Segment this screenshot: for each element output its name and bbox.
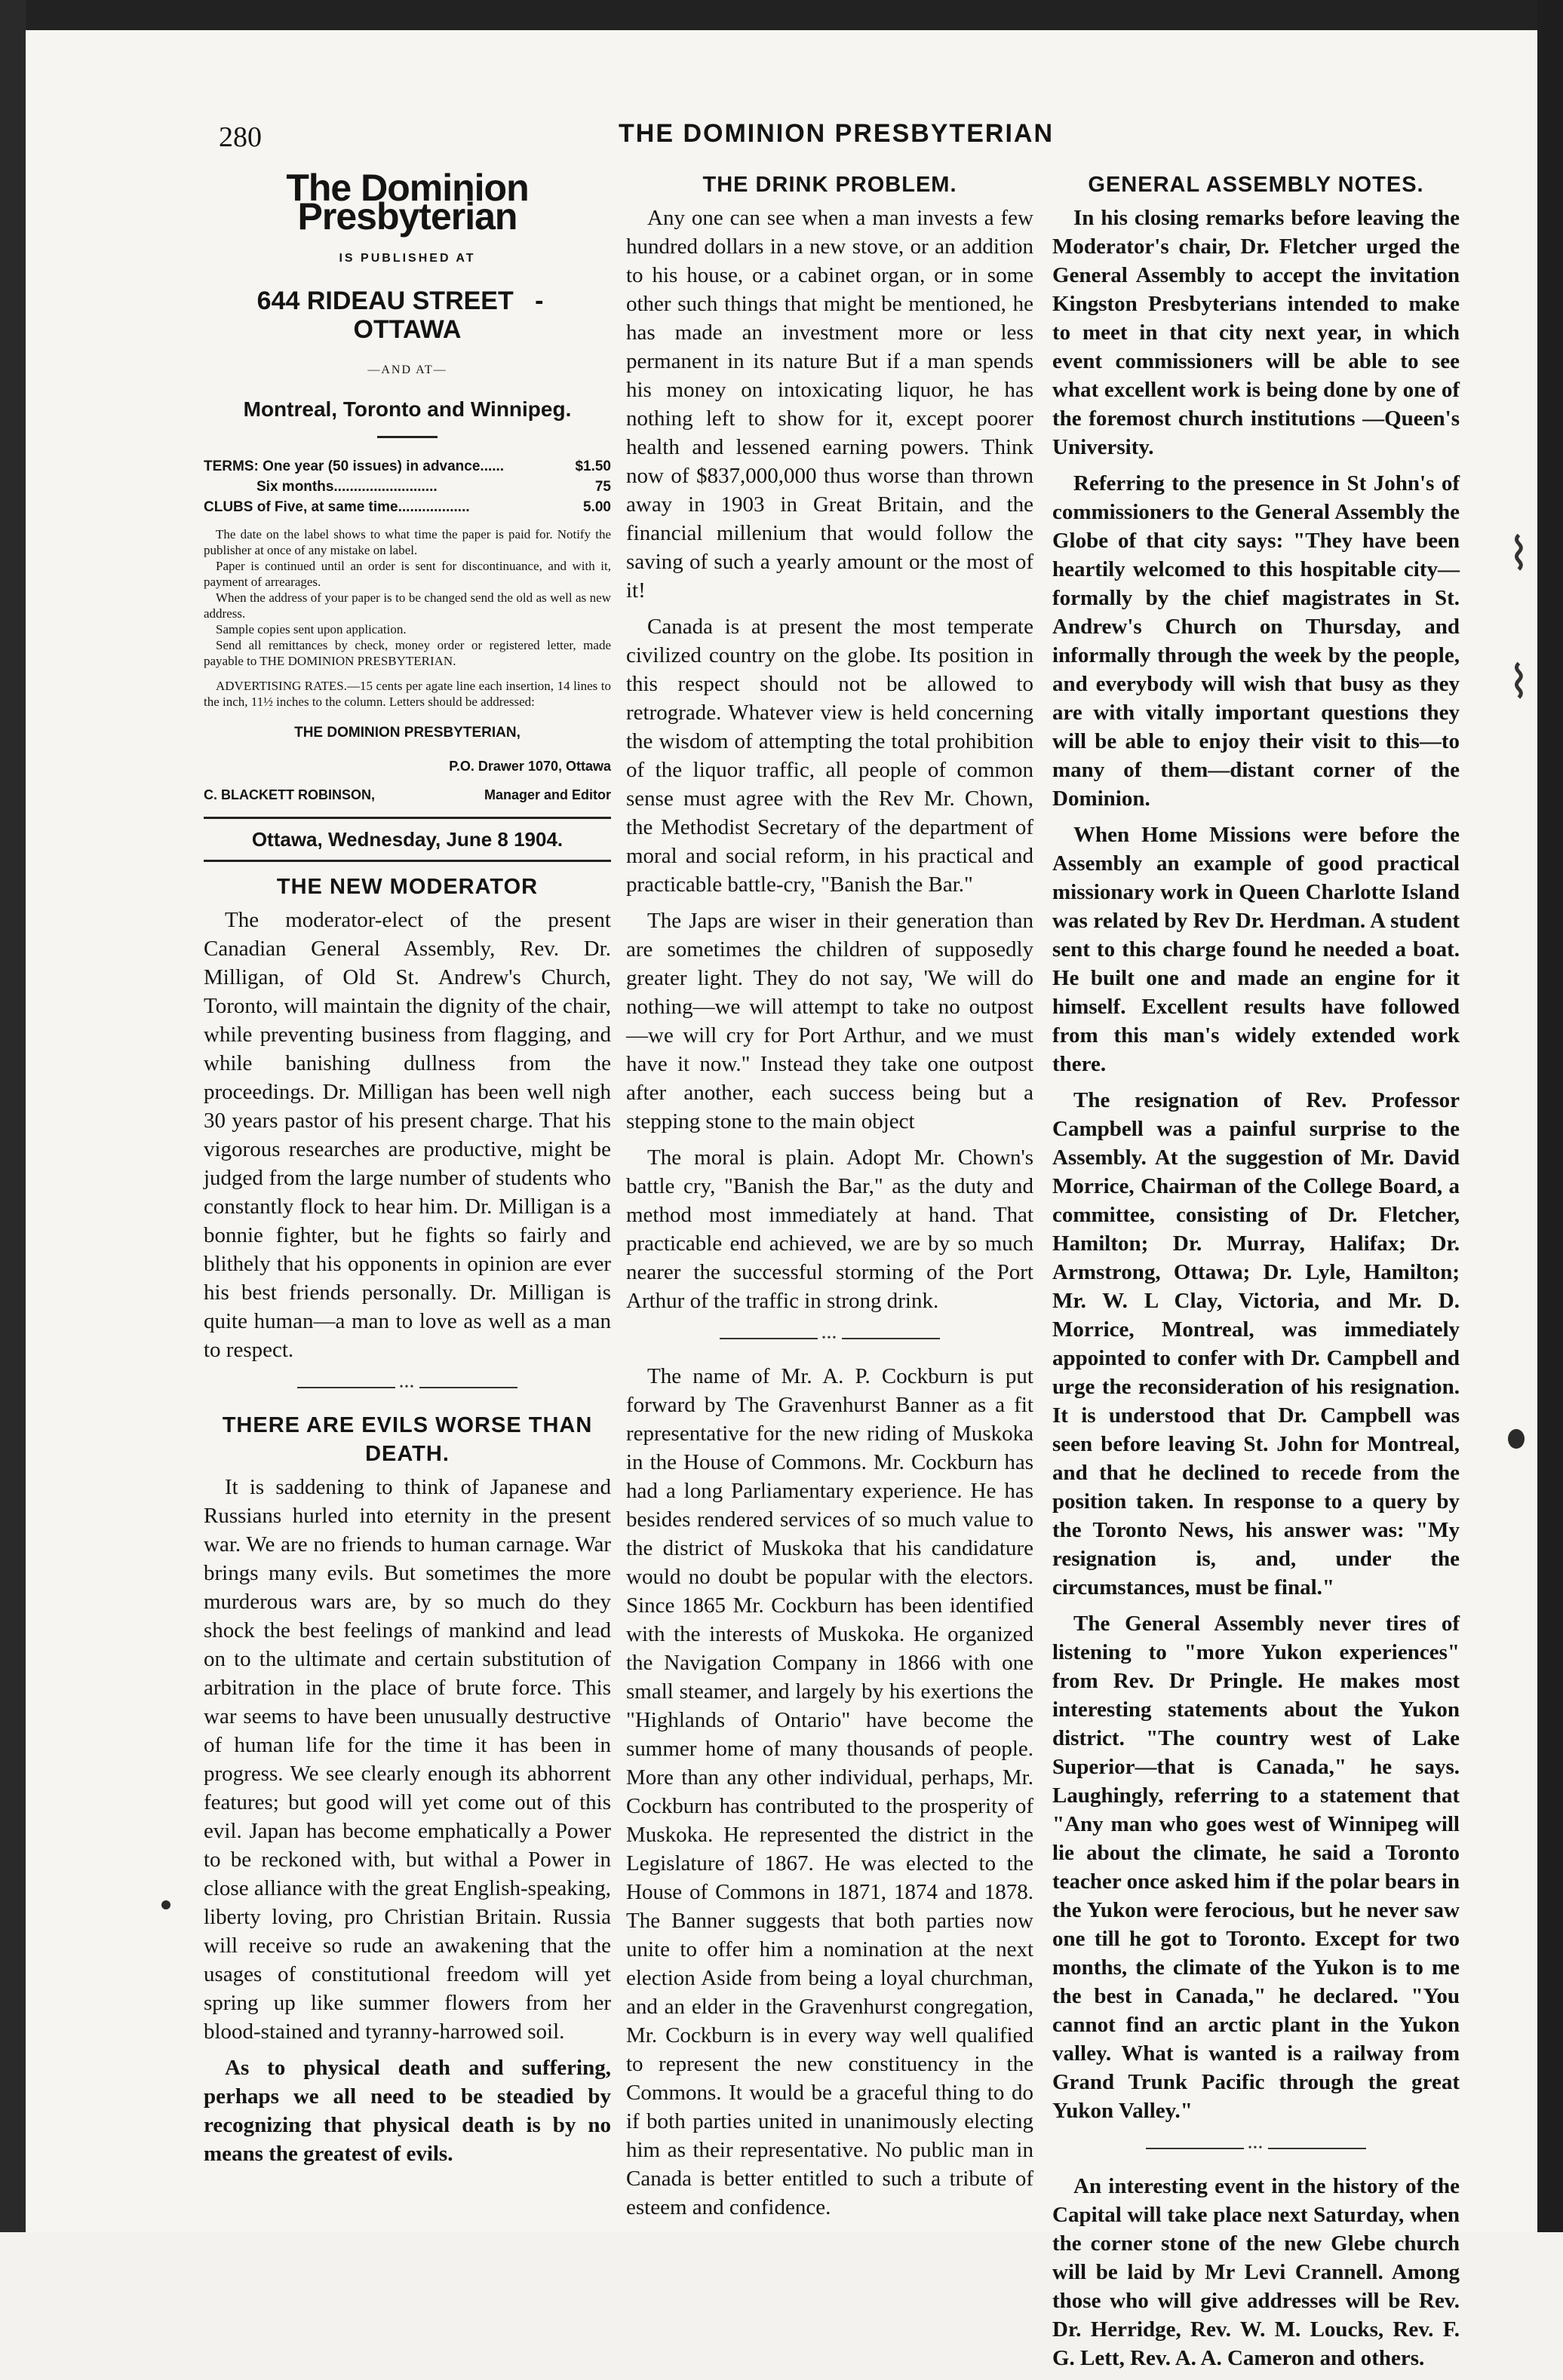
terms-value: $1.50 bbox=[575, 459, 611, 474]
article-body-evils: It is saddening to think of Japanese and Russians hurled into eternity in the present war. We are no friends to human carnage. War brings many evils. But sometimes the more murderous wars are, by so much do they shock the best feelings of mankind and lead on to the ultimate and certain substitution of arbitration in the place of brute force. This war seems to have been unusually destructive of human life for the time it has been in progress. We see clearly enough its abhorrent features; but good will yet come out of this evil. Japan has become emphatically a Power to be reckoned with, but withal a Power in close alliance with the great English-speaking, liberty loving, pro Christian Britain. Russia will receive so rude an awakening that the usages of constitutional freedom will yet spring up like summer flowers from her blood-stained and tyranny-harrowed soil. bbox=[204, 1475, 611, 2044]
scan-top-border bbox=[0, 0, 1563, 30]
article-divider: ••• bbox=[626, 1324, 1033, 1353]
terms-row bbox=[204, 456, 611, 477]
notice: Send all remittances by check, money order or registered letter, made payable to THE DOMINION PRESBYTERIAN. bbox=[204, 638, 611, 668]
publisher-notices bbox=[204, 526, 611, 669]
article-heading-assembly: GENERAL ASSEMBLY NOTES. bbox=[1088, 173, 1424, 197]
notice: Paper is continued until an order is sent for discontinuance, and with it, payment of arrearages. bbox=[204, 559, 611, 589]
article-body-drink: Canada is at present the most temperate civilized country on the globe. Its position in this respect should not be allowed to retrograde. Whatever view is held concerning the wisdom of attempting the total prohibition of the liquor traffic, all people of common sense must agree with the Rev Mr. Chown, the Methodist Secretary of the department of moral and social reform, in his practical and practicable battle-cry, "Banish the Bar." bbox=[626, 615, 1033, 897]
terms-row bbox=[204, 477, 611, 497]
page-number: 280 bbox=[219, 121, 262, 153]
article-body-assembly: In his closing remarks before leaving the Moderator's chair, Dr. Fletcher urged the General Assembly to accept the invitation Kingston Presbyterians intended to make to meet in that city next year, in which event commissioners will be able to see what excellent work is being done by one of the foremost church institutions —Queen's University. bbox=[1052, 206, 1460, 459]
notice: Sample copies sent upon application. bbox=[216, 622, 407, 636]
terms-value: 75 bbox=[594, 479, 611, 495]
running-head: THE DOMINION PRESBYTERIAN bbox=[619, 119, 1055, 148]
address-street: 644 RIDEAU STREET bbox=[256, 287, 514, 315]
terms-label: CLUBS of Five, at same time.................. bbox=[204, 499, 470, 515]
article-body-cockburn: The name of Mr. A. P. Cockburn is put forward by The Gravenhurst Banner as a fit representative for the new riding of Muskoka in the House of Commons. Mr. Cockburn has had a long Parliamentary experience. He has besides rendered services of so much value to the district of Muskoka that his candidature would no doubt be popular with the electors. Since 1865 Mr. Cockburn has been identified with the interests of Muskoka. He organized the Navigation Company in 1866 with one small steamer, and largely by his exertions the "Highlands of Ontario" have become the summer home of many thousands of people. More than any other individual, perhaps, Mr. Cockburn has contributed to the prosperity of Muskoka. He represented the district in the Legislature of 1867. He was elected to the House of Commons in 1871, 1874 and 1878. The Banner suggests that both parties now unite to offer him a nomination at the next election Aside from being a loyal churchman, and an elder in the Gravenhurst congregation, Mr. Cockburn is in every way well qualified to represent the new constituency in the Commons. It would be a graceful thing to do if both parties united in unanimously electing him as their representative. No public man in Canada is better entitled to such a tribute of esteem and confidence. bbox=[626, 1364, 1033, 2219]
address-city: OTTAWA bbox=[353, 315, 462, 344]
terms-label: TERMS: One year (50 issues) in advance...... bbox=[204, 459, 505, 474]
binding-clip-icon: ⌇ bbox=[1507, 656, 1530, 709]
article-body-glebe: An interesting event in the history of the Capital will take place next Saturday, when the corner stone of the new Glebe church will be laid by Mr Levi Crannell. Among those who will give addresses will be Rev. Dr. Herridge, Rev. W. M. Loucks, Rev. F. G. Lett, Rev. A. A. Cameron and others. bbox=[1052, 2174, 1460, 2370]
masthead-address: 644 RIDEAU STREET - OTTAWA bbox=[256, 287, 558, 344]
scan-right-border bbox=[1537, 0, 1563, 2232]
article-body-drink: The Japs are wiser in their generation than are sometimes the children of supposedly greater light. They do not say, 'We will do nothing—we will attempt to take no outpost—we will cry for Port Arthur, and we must have it now." Instead they take one outpost after another, each success being but a stepping stone to the main object bbox=[626, 909, 1033, 1133]
article-body-assembly: The resignation of Rev. Professor Campbell was a painful surprise to the Assembly. At the suggestion of Mr. David Morrice, Chairman of the College Board, a committee, consisting of Dr. Fletcher, Hamilton; Dr. Murray, Halifax; Dr. Armstrong, Ottawa; Dr. Lyle, Hamilton; Mr. W. L Clay, Victoria, and Mr. D. Morrice, Montreal, was immediately appointed to confer with Dr. Campbell and urge the reconsideration of his resignation. It is understood that Dr. Campbell was seen before leaving St. John for Montreal, and that he declined to recede from the position taken. In response to a query by the Toronto News, his answer was: "My resignation is, and, under the circumstances, must be final." bbox=[1052, 1088, 1460, 1599]
advertising-rates: ADVERTISING RATES.—15 cents per agate line each insertion, 14 lines to the inch, 11½ inches to the column. Letters should be addressed: bbox=[204, 679, 611, 709]
dateline: Ottawa, Wednesday, June 8 1904. bbox=[204, 817, 611, 862]
notice: The date on the label shows to what time the paper is paid for. Notify the publisher at once of any mistake on label. bbox=[204, 527, 611, 557]
editor-role: Manager and Editor bbox=[484, 787, 611, 802]
article-divider: ••• bbox=[1052, 2134, 1460, 2163]
article-heading-drink: THE DRINK PROBLEM. bbox=[702, 173, 957, 197]
masthead-title: The Dominion Presbyterian bbox=[286, 167, 529, 238]
article-body-assembly: When Home Missions were before the Assembly an example of good practical missionary work in Queen Charlotte Island was related by Rev Dr. Herdman. A student sent to this charge found he needed a boat. He built one and made an engine for it himself. Excellent results have followed from this man's widely extended work there. bbox=[1052, 823, 1460, 1076]
terms-label: Six months.......................... bbox=[256, 479, 438, 495]
column-1 bbox=[204, 166, 611, 2176]
notice: When the address of your paper is to be changed send the old as well as new address. bbox=[204, 590, 611, 621]
terms-value: 5.00 bbox=[583, 499, 611, 515]
scan-speck bbox=[161, 1900, 170, 1909]
article-body-evils: As to physical death and suffering, perhaps we all need to be steadied by recognizing that physical death is by no means the greatest of evils. bbox=[204, 2056, 611, 2166]
article-body-drink: Any one can see when a man invests a few hundred dollars in a new stove, or an addition to his house, or a cabinet organ, or in some other such things that might be mentioned, he has made an investment more or less permanent in its nature But if a man spends his money on intoxicating liquor, he has nothing left to show for it, except poorer health and lessened earning powers. Think now of $837,000,000 thus worse than thrown away in 1903 in Great Britain, and the financial millenium that would follow the saving of such a yearly amount or the most of it! bbox=[626, 206, 1033, 603]
article-divider: ••• bbox=[204, 1373, 611, 1402]
article-body-drink: The moral is plain. Adopt Mr. Chown's battle cry, "Banish the Bar," as the duty and method most immediately at hand. That practicable end achieved, we are by so much nearer the successful storming of the Port Arthur of the traffic in strong drink. bbox=[626, 1146, 1033, 1313]
article-body-assembly: The General Assembly never tires of listening to "more Yukon experiences" from Rev. Dr Pringle. He makes most interesting statements about the Yukon district. "The country west of Lake Superior—that is Canada," he says. Laughingly, referring to a statement that "Any man who goes west of Winnipeg will lie about the climate, he said a Toronto teacher once asked him if the polar bears in the Yukon were ferocious, but he never saw one till he got to Toronto. Except for two months, the climate of the Yukon is to me the best in Canada," he declared. "You cannot find an arctic plant in the Yukon valley. What is wanted is a railway from Grand Trunk Pacific through the great Yukon Valley." bbox=[1052, 1612, 1460, 2123]
masthead-cities: Montreal, Toronto and Winnipeg. bbox=[243, 397, 572, 421]
editor-name: C. BLACKETT ROBINSON, bbox=[204, 787, 375, 802]
po-drawer: P.O. Drawer 1070, Ottawa bbox=[449, 759, 611, 774]
addressee: THE DOMINION PRESBYTERIAN, bbox=[294, 725, 520, 741]
binding-clip-icon: ⌇ bbox=[1507, 528, 1530, 581]
subscription-terms bbox=[204, 456, 611, 517]
article-body-assembly: Referring to the presence in St John's of commissioners to the General Assembly the Globe of that city says: "They have been heartily welcomed to this hospitable city—formally by the chief magistrates in St. Andrew's Church on Thursday, and informally through the week by the people, and everybody will wish that busy as they are with vitally important questions they will be able to enjoy their visit to this—to many of them—distant corner of the Dominion. bbox=[1052, 471, 1460, 811]
masthead-and-at: —AND AT— bbox=[367, 363, 447, 376]
article-body-moderator: The moderator-elect of the present Canadian General Assembly, Rev. Dr. Milligan, of Old St. Andrew's Church, Toronto, will maintain the dignity of the chair, while preventing business from flagging, and while banishing dullness from the proceedings. Dr. Milligan has been well nigh 30 years pastor of his present charge. That his vigorous researches are productive, might be judged from the large number of students who constantly flock to hear him. Dr. Milligan is a bonnie fighter, but he fights so fairly and blithely that his opponents in opinion are ever his best friends personally. Dr. Milligan is quite human—a man to love as well as a man to respect. bbox=[204, 908, 611, 1362]
column-3 bbox=[1052, 166, 1460, 2380]
masthead-published-at: IS PUBLISHED AT bbox=[339, 252, 476, 265]
editor-line bbox=[204, 781, 611, 809]
article-heading-evils: THERE ARE EVILS WORSE THAN DEATH. bbox=[222, 1413, 593, 1466]
column-2 bbox=[626, 166, 1033, 2229]
terms-row bbox=[204, 497, 611, 517]
scan-speck bbox=[1508, 1429, 1525, 1449]
scan-left-border bbox=[0, 0, 26, 2232]
article-heading-moderator: THE NEW MODERATOR bbox=[276, 875, 539, 899]
masthead-rule bbox=[377, 436, 438, 438]
